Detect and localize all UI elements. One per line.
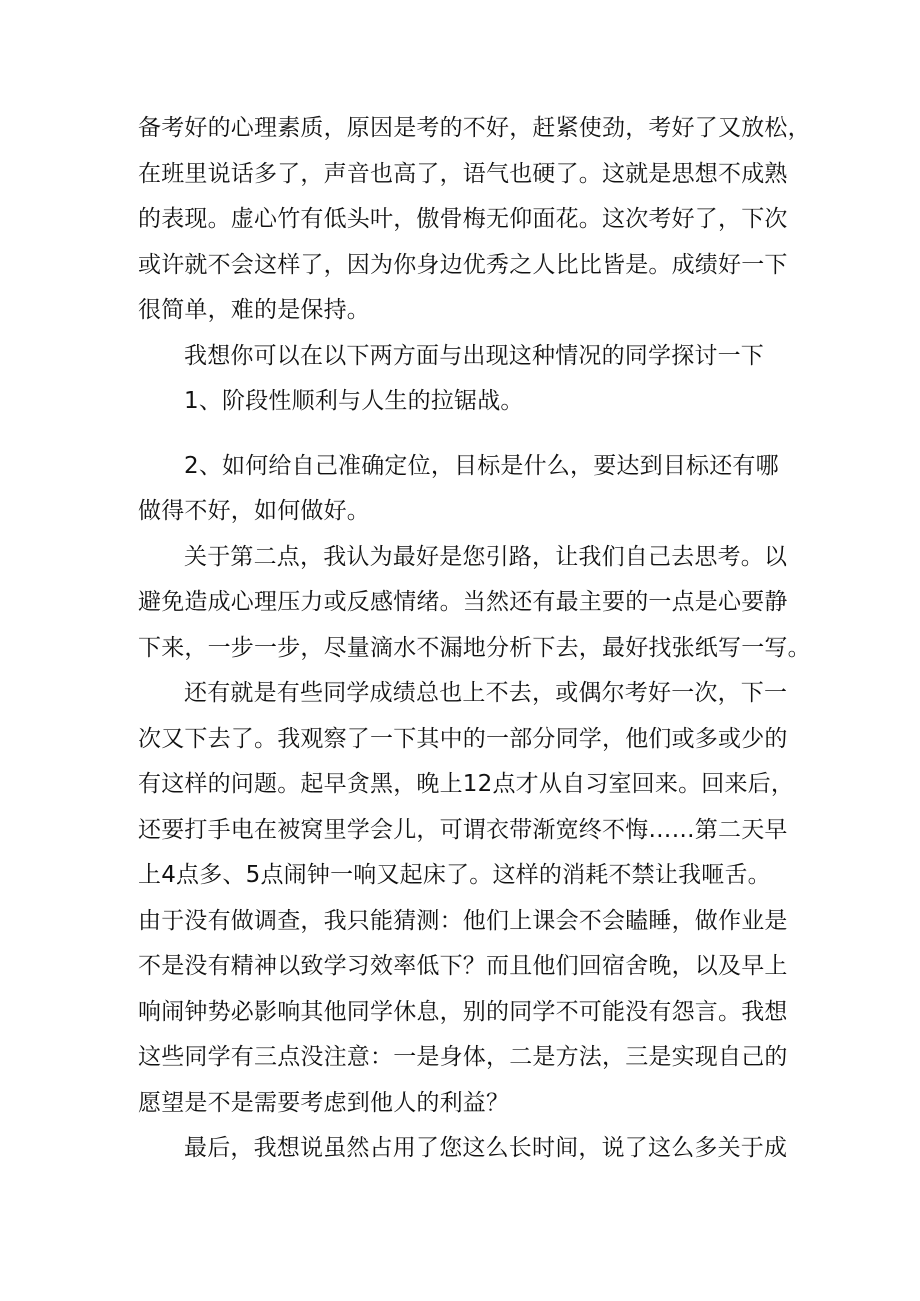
text-line: 还要打手电在被窝里学会儿，可谓衣带渐宽终不悔……第二天早 (138, 816, 788, 843)
list-item-1 (138, 379, 798, 425)
text-line: 备考好的心理素质，原因是考的不好，赶紧使劲，考好了又放松， (138, 115, 811, 141)
text-line: 有这样的问题。起早贪黑，晚上12点才从自习室回来。回来后， (138, 771, 795, 797)
text-line: 在班里说话多了，声音也高了，语气也硬了。这就是思想不成熟 (138, 160, 788, 187)
text-line: 的表现。虚心竹有低头叶，傲骨梅无仰面花。这次考好了，下次 (138, 206, 788, 232)
text-line: 下来，一步一步，尽量滴水不漏地分析下去，最好找张纸写一写。 (138, 634, 811, 661)
text-line: 上4点多、5点闹钟一响又起床了。这样的消耗不禁让我咂舌。 (138, 862, 771, 888)
text-line: 或许就不会这样了，因为你身边优秀之人比比皆是。成绩好一下 (138, 251, 788, 278)
text-line: 做得不好，如何做好。 (138, 498, 370, 524)
text-line: 还有就是有些同学成绩总也上不去，或偶尔考好一次，下一 (184, 680, 788, 706)
text-line: 1、阶段性顺利与人生的拉锯战。 (184, 388, 524, 414)
text-line: 次又下去了。我观察了一下其中的一部分同学，他们或多或少的 (138, 725, 788, 752)
text-line: 愿望是不是需要考虑到他人的利益？ (138, 1089, 510, 1116)
paragraph-5 (138, 1126, 798, 1172)
document-body (138, 106, 811, 1172)
text-line: 由于没有做调查，我只能猜测：他们上课会不会瞌睡，做作业是 (138, 907, 788, 934)
text-line: 我想你可以在以下两方面与出现这种情况的同学探讨一下 (184, 342, 764, 369)
text-line: 2、如何给自己准确定位，目标是什么，要达到目标还有哪 (184, 452, 779, 479)
text-line: 这些同学有三点没注意：一是身体，二是方法，三是实现自己的 (138, 1044, 788, 1070)
list-item-2 (138, 444, 798, 535)
text-line: 最后，我想说虽然占用了您这么长时间，说了这么多关于成 (184, 1135, 788, 1161)
text-line: 不是没有精神以致学习效率低下？而且他们回宿舍晚，以及早上 (138, 953, 788, 979)
text-line: 响闹钟势必影响其他同学休息，别的同学不可能没有怨言。我想 (138, 998, 788, 1025)
paragraph-4 (138, 671, 798, 1126)
text-line: 很简单，难的是保持。 (138, 297, 370, 323)
paragraph-2 (138, 334, 798, 380)
paragraph-1 (138, 106, 811, 334)
text-line: 避免造成心理压力或反感情绪。当然还有最主要的一点是心要静 (138, 589, 788, 615)
text-line: 关于第二点，我认为最好是您引路，让我们自己去思考。以 (184, 543, 788, 570)
paragraph-3 (138, 535, 811, 672)
